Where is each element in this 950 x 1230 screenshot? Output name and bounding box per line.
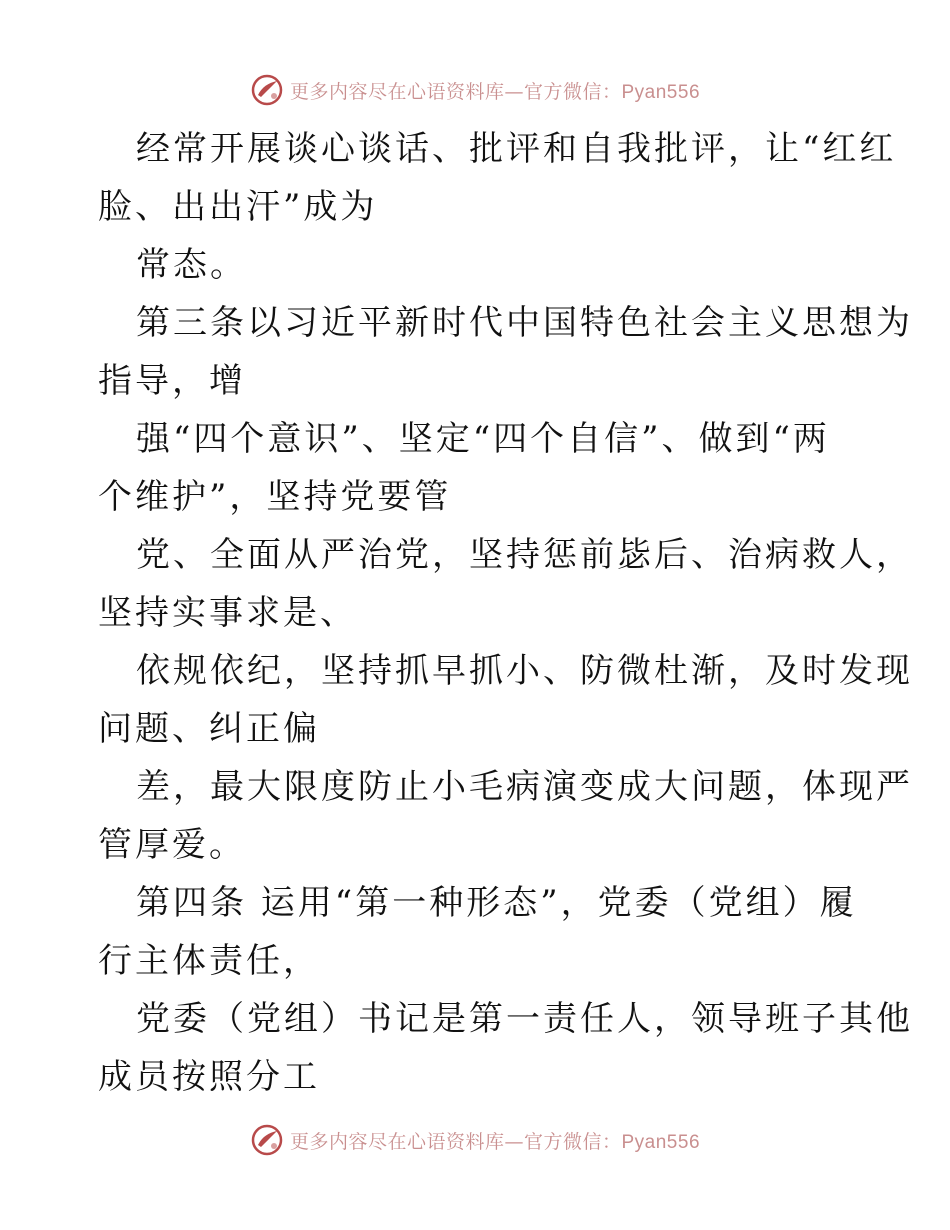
- paragraph-line: 经常开展谈心谈话、批评和自我批评，让“红红: [136, 129, 897, 169]
- paragraph-line: 强“四个意识”、坚定“四个自信”、做到“两: [136, 419, 830, 459]
- document-body: [98, 120, 913, 1106]
- paragraph-line: 差，最大限度防止小毛病演变成大问题，体现严: [136, 767, 913, 807]
- footer-watermark: [0, 1120, 950, 1160]
- brush-logo-icon: [250, 73, 284, 107]
- paragraph: [98, 410, 868, 526]
- watermark-text: 更多内容尽在心语资料库—官方微信：Pyan556: [289, 80, 701, 103]
- brush-logo-icon: [250, 1123, 284, 1157]
- paragraph-line: 第三条以习近平新时代中国特色社会主义思想为: [136, 303, 913, 343]
- watermark-text: 更多内容尽在心语资料库—官方微信：Pyan556: [289, 1130, 701, 1153]
- paragraph: [98, 758, 913, 874]
- paragraph-line: 第四条 运用“第一种形态”，党委（党组）履: [136, 883, 857, 923]
- paragraph: [98, 294, 913, 410]
- paragraph-line: 依规依纪，坚持抓早抓小、防微杜渐，及时发现: [136, 651, 913, 691]
- paragraph: [98, 642, 913, 758]
- paragraph-line: 坚持实事求是、: [98, 593, 357, 633]
- paragraph: [98, 990, 913, 1106]
- paragraph-line: 常态。: [136, 245, 247, 285]
- paragraph-line: 党、全面从严治党，坚持惩前毖后、治病救人，: [136, 535, 913, 575]
- paragraph-line: 脸、出出汗”成为: [98, 187, 378, 227]
- paragraph-line: 问题、纠正偏: [98, 709, 320, 749]
- paragraph: [98, 526, 913, 642]
- paragraph-line: 个维护”，坚持党要管: [98, 477, 452, 517]
- paragraph-line: 党委（党组）书记是第一责任人，领导班子其他: [136, 999, 913, 1039]
- watermark-account: Pyan556: [621, 81, 701, 103]
- watermark-account: Pyan556: [621, 1131, 701, 1153]
- paragraph-line: 指导，增: [98, 361, 246, 401]
- paragraph: [98, 120, 897, 236]
- paragraph: [98, 874, 868, 990]
- paragraph-line: 管厚爱。: [98, 825, 246, 865]
- paragraph: [98, 236, 868, 294]
- paragraph-line: 成员按照分工: [98, 1057, 320, 1097]
- header-watermark: [0, 70, 950, 110]
- paragraph-line: 行主体责任，: [98, 941, 320, 981]
